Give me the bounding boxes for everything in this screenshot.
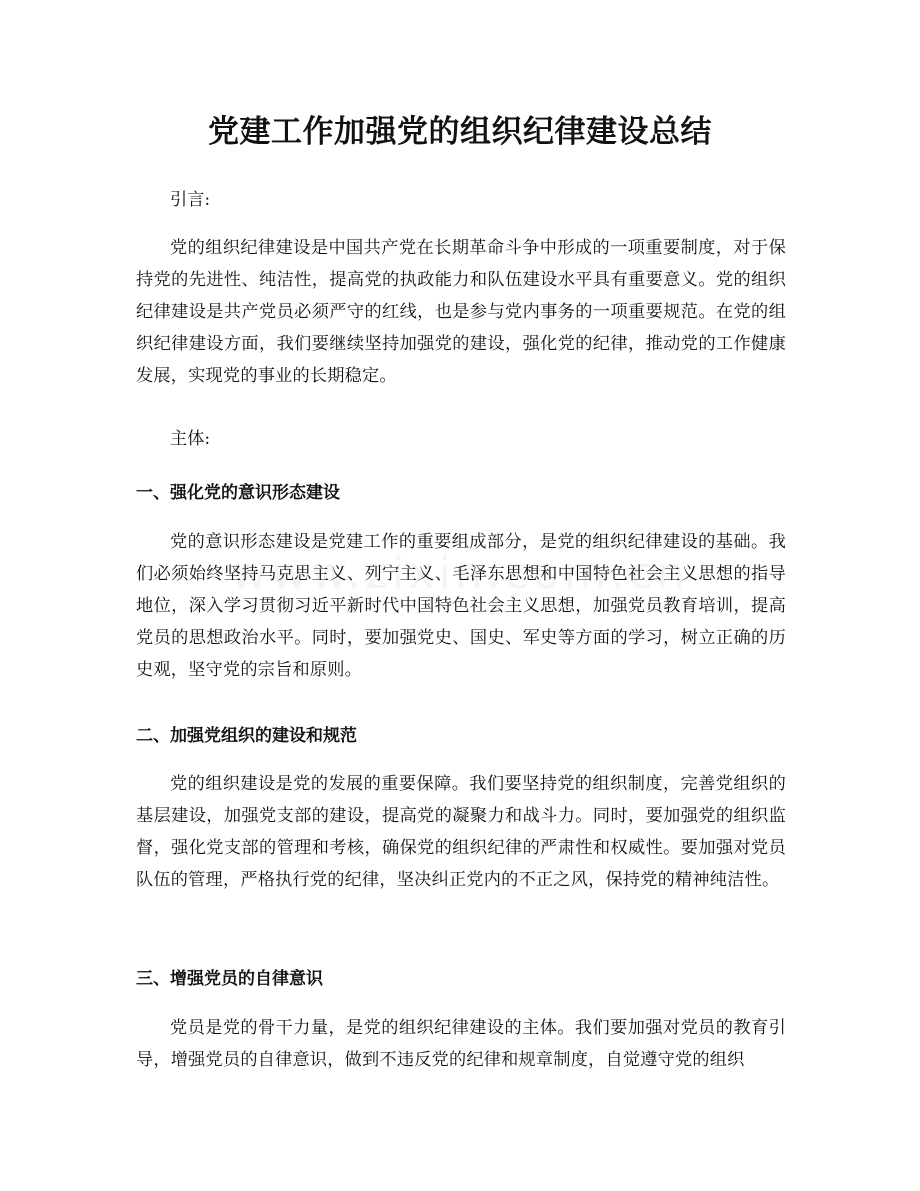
section-2-heading-block [136,720,786,752]
intro-label-block [136,184,786,216]
section-paragraph: 党的组织建设是党的发展的重要保障。我们要坚持党的组织制度，完善党组织的基层建设，加强党支部的建设，提高党的凝聚力和战斗力。同时，要加强党的组织监督，强化党支部的管理和考核，确保党的组织纪律的严肃性和权威性。要加强对党员队伍的管理，严格执行党的纪律，坚决纠正党内的不正之风，保持党的精神纯洁性。 [136,774,786,890]
intro-paragraph-block [136,232,786,392]
section-paragraph: 党员是党的骨干力量，是党的组织纪律建设的主体。我们要加强对党员的教育引导，增强党员的自律意识，做到不违反党的纪律和规章制度，自觉遵守党的组织 [136,1018,786,1070]
section-paragraph: 党的意识形态建设是党建工作的重要组成部分，是党的组织纪律建设的基础。我们必须始终坚持马克思主义、列宁主义、毛泽东思想和中国特色社会主义思想的指导地位，深入学习贯彻习近平新时代中国特色社会主义思想，加强党员教育培训，提高党员的思想政治水平。同时，要加强党史、国史、军史等方面的学习，树立正确的历史观，坚守党的宗旨和原则。 [136,532,786,680]
intro-paragraph: 党的组织纪律建设是中国共产党在长期革命斗争中形成的一项重要制度，对于保持党的先进性、纯洁性，提高党的执政能力和队伍建设水平具有重要意义。党的组织纪律建设是共产党员必须严守的红线，也是参与党内事务的一项重要规范。在党的组织纪律建设方面，我们要继续坚持加强党的建设，强化党的纪律，推动党的工作健康发展，实现党的事业的长期稳定。 [136,238,786,386]
body-label: 主体: [170,429,211,449]
section-heading: 三、增强党员的自律意识 [136,969,323,989]
body-label-block [136,423,786,455]
intro-label: 引言: [170,190,211,210]
section-1-paragraph-block [136,526,786,686]
section-1-heading-block [136,477,786,509]
section-2-paragraph-block [136,768,786,896]
section-heading: 二、加强党组织的建设和规范 [136,726,357,746]
document-title: 党建工作加强党的组织纪律建设总结 [208,114,712,150]
section-3-heading-block [136,963,786,995]
section-heading: 一、强化党的意识形态建设 [136,483,340,503]
section-3-paragraph-block [136,1012,786,1076]
